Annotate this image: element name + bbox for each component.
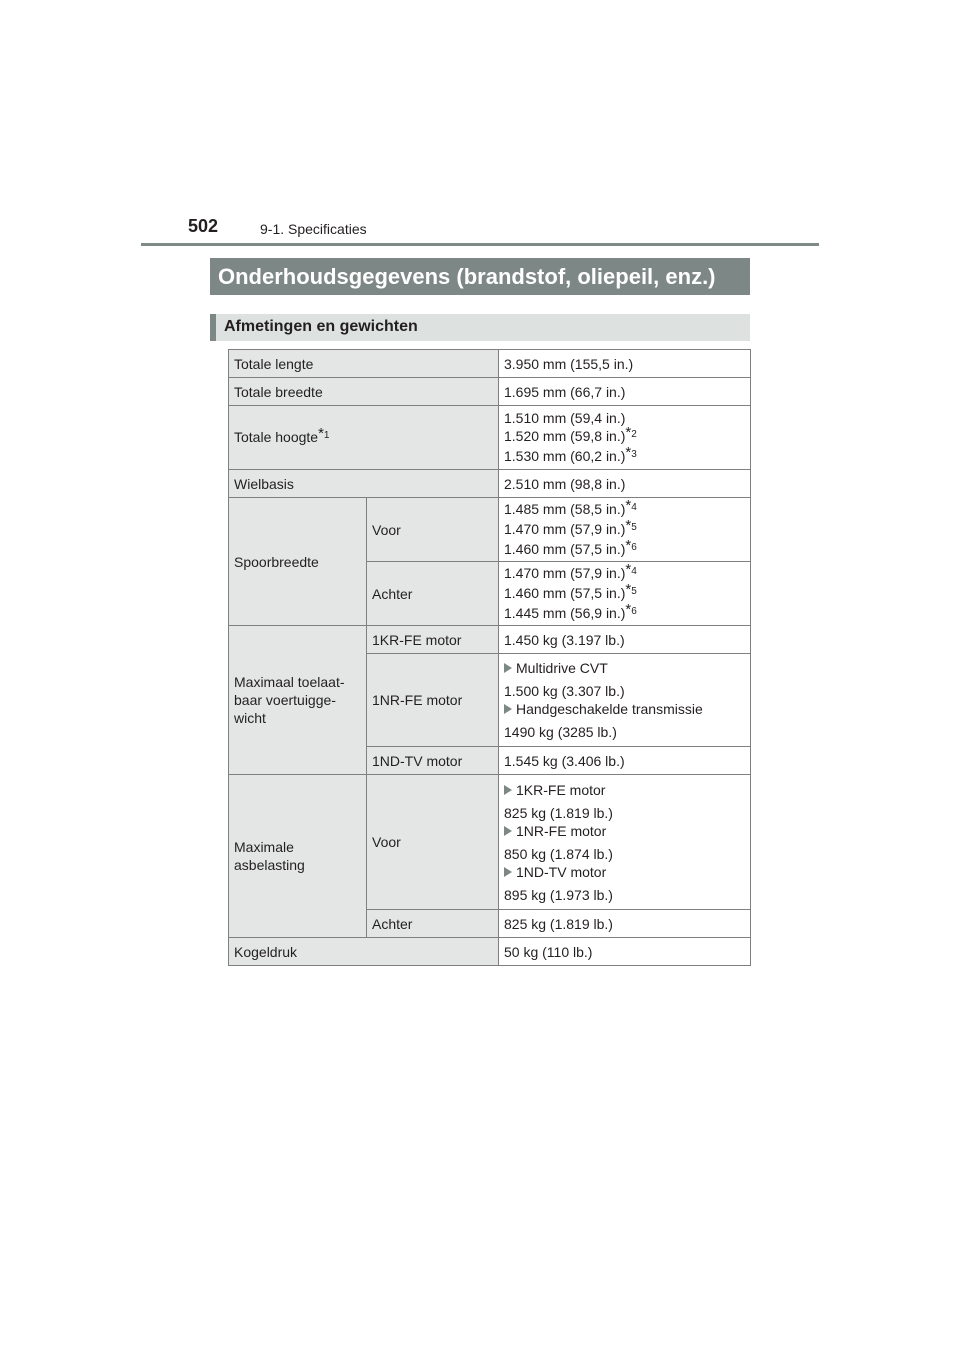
label-text: Totale hoogte [234, 428, 319, 445]
sub-label: 1NR-FE motor [367, 654, 499, 747]
list-item: 1NR-FE motor [504, 822, 745, 840]
group-label [229, 626, 367, 775]
value-line: 1.510 mm (59,4 in.) [504, 409, 626, 426]
row-label: Wielbasis [229, 470, 499, 498]
triangle-right-icon [504, 867, 512, 877]
value-line: 1.500 kg (3.307 lb.) [504, 683, 625, 699]
value-line: 1490 kg (3285 lb.) [504, 724, 617, 740]
row-value: 1.545 kg (3.406 lb.) [499, 747, 751, 775]
value-line: 1.485 mm (58,5 in.)$^{*4}$ [504, 496, 637, 517]
page-header [0, 0, 960, 250]
footnote-mark: *4 [625, 560, 637, 578]
row-value [499, 654, 751, 747]
footnote-mark: *5 [625, 580, 637, 598]
row-label: Totale breedte [229, 378, 499, 406]
triangle-right-icon [504, 785, 512, 795]
label-line: Maximaal toelaat- [234, 674, 345, 690]
value-line: 850 kg (1.874 lb.) [504, 845, 613, 862]
value-line: 895 kg (1.973 lb.) [504, 886, 613, 903]
dimensions-weights-table [228, 349, 751, 966]
group-label [229, 775, 367, 938]
sub-label: 1ND-TV motor [367, 747, 499, 775]
row-label: Kogeldruk [229, 938, 499, 966]
label-line: baar voertuigge- [234, 692, 336, 708]
table-row [229, 775, 751, 910]
section-title: Onderhoudsgegevens (brandstof, oliepeil, enz.) [210, 258, 750, 295]
table-row [229, 938, 751, 966]
row-value: 1.450 kg (3.197 lb.) [499, 626, 751, 654]
footnote-mark: *1 [318, 424, 330, 442]
row-value: 3.950 mm (155,5 in.) [499, 350, 751, 378]
row-value [499, 406, 751, 470]
triangle-right-icon [504, 663, 512, 673]
label-line: wicht [234, 710, 266, 726]
footnote-mark: *6 [625, 600, 637, 618]
sub-label: Voor [367, 498, 499, 562]
table-row [229, 406, 751, 470]
table-row [229, 626, 751, 654]
row-value: 50 kg (110 lb.) [499, 938, 751, 966]
value-line: 1.460 mm (57,5 in.)$^{*5}$ [504, 580, 637, 601]
row-value [499, 498, 751, 562]
table-row [229, 470, 751, 498]
table-row [229, 498, 751, 562]
list-item: 1KR-FE motor [504, 781, 745, 799]
value-line: 1.445 mm (56,9 in.)$^{*6}$ [504, 600, 637, 621]
footnote-mark: *2 [625, 423, 637, 441]
row-value [499, 775, 751, 910]
sub-label: Achter [367, 910, 499, 938]
table-row [229, 378, 751, 406]
row-value [499, 562, 751, 626]
footnote-mark: *4 [625, 496, 637, 514]
value-line: 825 kg (1.819 lb.) [504, 804, 613, 821]
page-number: 502 [188, 216, 219, 236]
value-line: 1.530 mm (60,2 in.)$^{*3}$ [504, 443, 637, 464]
list-item: Handgeschakelde transmissie [504, 700, 745, 718]
table-row [229, 350, 751, 378]
label-line: Maximale [234, 839, 294, 855]
list-item: 1ND-TV motor [504, 863, 745, 881]
row-value: 1.695 mm (66,7 in.) [499, 378, 751, 406]
subsection-title: Afmetingen en gewichten [210, 314, 750, 341]
value-line: 1.520 mm (59,8 in.)$^{*2}$ [504, 423, 637, 444]
triangle-right-icon [504, 826, 512, 836]
footnote-mark: *3 [625, 443, 637, 461]
triangle-right-icon [504, 704, 512, 714]
sub-label: Voor [367, 775, 499, 910]
value-line: 1.470 mm (57,9 in.)$^{*5}$ [504, 516, 637, 537]
row-label [229, 406, 499, 470]
breadcrumb: 9-1. Specificaties [260, 221, 367, 237]
footnote-mark: *5 [625, 516, 637, 534]
footnote-mark: *6 [625, 536, 637, 554]
row-value: 825 kg (1.819 lb.) [499, 910, 751, 938]
row-label: Totale lengte [229, 350, 499, 378]
row-value: 2.510 mm (98,8 in.) [499, 470, 751, 498]
header-divider [141, 243, 819, 246]
value-line: 1.470 mm (57,9 in.)$^{*4}$ [504, 560, 637, 581]
group-label: Spoorbreedte [229, 498, 367, 626]
label-line: asbelasting [234, 857, 305, 873]
value-line: 1.460 mm (57,5 in.)$^{*6}$ [504, 536, 637, 557]
sub-label: Achter [367, 562, 499, 626]
sub-label: 1KR-FE motor [367, 626, 499, 654]
list-item: Multidrive CVT [504, 659, 745, 677]
